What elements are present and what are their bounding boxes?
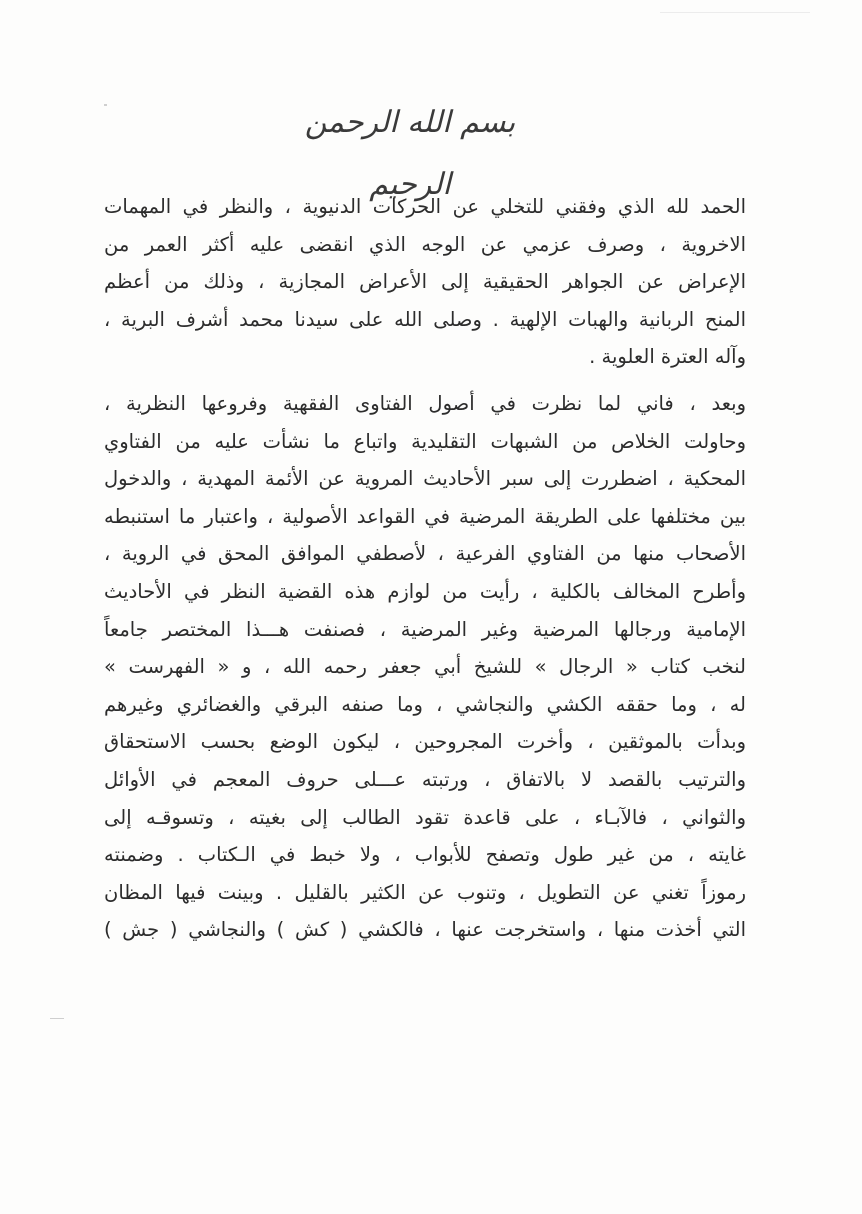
basmala-heading: بسم الله الرحمن الرحيم: [304, 105, 516, 202]
text-line: وحاولت الخلاص من الشبهات التقليدية واتباع ما نشأت عليه من الفتاوي: [104, 429, 746, 453]
text-line: وبدأت بالموثقين ، وأخرت المجروحين ، ليكون الوضع بحسب الاستحقاق: [104, 730, 746, 754]
text-line: والترتيب بالقصد لا بالاتفاق ، ورتبته عـــلى حروف المعجم في الأوائل: [104, 767, 746, 791]
paragraph-introduction: [104, 385, 746, 949]
text-line: الإعراض عن الجواهر الحقيقية إلى الأعراض المجازية ، وذلك من أعظم: [104, 270, 746, 294]
text-line: لنخب كتاب « الرجال » للشيخ أبي جعفر رحمه الله ، و « الفهرست »: [104, 655, 746, 679]
paragraph-praise: [104, 188, 746, 376]
scan-speck: [50, 1018, 64, 1019]
text-line: الإمامية ورجالها المرضية وغير المرضية ، فصنفت هـــذا المختصر جامعاً: [104, 617, 746, 641]
scan-speck: [104, 104, 107, 106]
text-line: بين مختلفها على الطريقة المرضية في القواعد الأصولية ، واعتبار ما استنبطه: [104, 504, 746, 528]
text-line: المنح الربانية والهبات الإلهية . وصلى الله على سيدنا محمد أشرف البرية ،: [104, 307, 746, 331]
text-line: وبعد ، فاني لما نظرت في أصول الفتاوى الفقهية وفروعها النظرية ،: [104, 392, 746, 415]
text-line: وأطرح المخالف بالكلية ، رأيت من لوازم هذه القضية النظر في الأحاديث: [104, 579, 746, 603]
text-line: غايته ، من غير طول وتصفح للأبواب ، ولا خبط في الـكتاب . وضمنته: [104, 843, 746, 867]
text-line: الاخروية ، وصرف عزمي عن الوجه الذي انقضى عليه أكثر العمر من: [104, 232, 746, 256]
text-line: وآله العترة العلوية .: [589, 345, 746, 369]
text-line: التي أخذت منها ، واستخرجت عنها ، فالكشي ( كش ) والنجاشي ( جش ): [104, 918, 746, 942]
text-line: رموزاً تغني عن التطويل ، وتنوب عن الكثير بالقليل . وبينت فيها المظان: [104, 880, 746, 904]
text-line: الحمد لله الذي وفقني للتخلي عن الحركات الدنيوية ، والنظر في المهمات: [104, 195, 746, 218]
scan-edge-line: [660, 12, 810, 13]
text-line: الأصحاب منها من الفتاوي الفرعية ، لأصطفي الموافق المحق في الروية ،: [104, 542, 746, 566]
text-line: له ، وما حققه الكشي والنجاشي ، وما صنفه البرقي والغضائري وغيرهم: [104, 692, 746, 716]
text-line: المحكية ، اضطررت إلى سبر الأحاديث المروية عن الأئمة المهدية ، والدخول: [104, 467, 746, 491]
text-line: والثواني ، فالآبـاء ، على قاعدة تقود الطالب إلى بغيته ، وتسوقـه إلى: [104, 805, 746, 829]
